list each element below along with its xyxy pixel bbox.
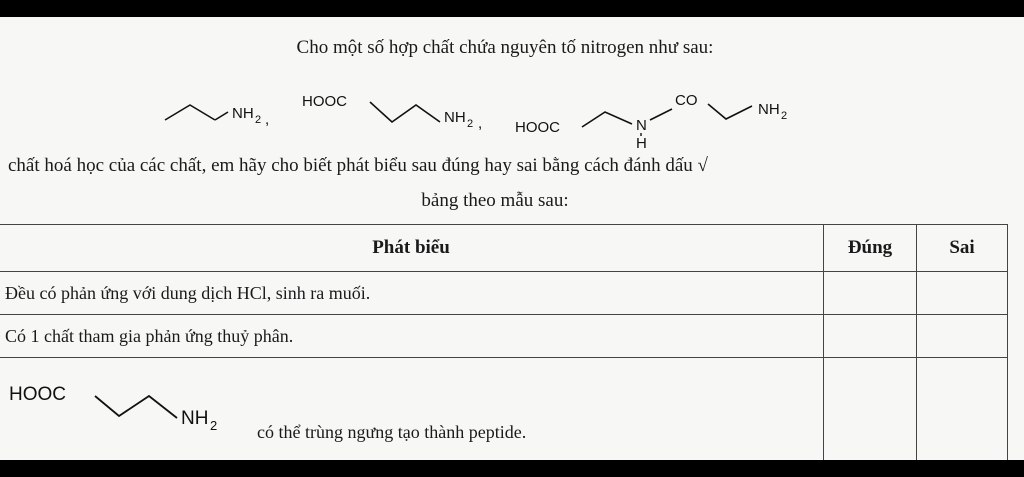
statement-cell: Đều có phản ứng với dung dịch HCl, sinh ra muối. <box>0 272 824 315</box>
s3-h: H <box>636 135 647 152</box>
table-row <box>0 315 1008 358</box>
statement-cell: Có 1 chất tham gia phản ứng thuỷ phân. <box>0 315 824 358</box>
svg-text:NH: NH <box>181 408 209 429</box>
s3-hooc: HOOC <box>515 119 560 136</box>
svg-text:2: 2 <box>255 114 262 126</box>
false-cell[interactable] <box>917 358 1008 461</box>
s2-chain <box>370 102 440 122</box>
ethyl-chain <box>165 105 215 120</box>
s3-co: CO <box>675 92 698 109</box>
chemical-structures <box>160 72 840 152</box>
header-true: Đúng <box>824 225 917 272</box>
statement-text: có thể trùng ngưng tạo thành peptide. <box>257 422 527 442</box>
svg-text:,: , <box>478 115 483 132</box>
true-cell[interactable] <box>824 315 917 358</box>
table-header-row <box>0 225 1008 272</box>
s3-chain-left <box>582 112 632 127</box>
s2-hooc: HOOC <box>302 93 347 110</box>
beta-alanine-structure <box>9 380 249 450</box>
svg-text:HOOC: HOOC <box>9 384 66 405</box>
true-false-table <box>0 224 1008 460</box>
svg-text:2: 2 <box>210 418 218 433</box>
statement-cell <box>0 358 824 461</box>
s3-chain-right <box>708 104 752 119</box>
true-cell[interactable] <box>824 358 917 461</box>
document-page <box>0 17 1024 460</box>
false-cell[interactable] <box>917 315 1008 358</box>
instruction-line-cont: bảng theo mẫu sau: <box>421 190 569 211</box>
table-row <box>0 358 1008 461</box>
s2-nh2: NH <box>444 109 466 126</box>
intro-text: Cho một số hợp chất chứa nguyên tố nitrogen như sau: <box>296 37 714 58</box>
s3-n: N <box>636 117 647 134</box>
svg-text:,: , <box>265 111 270 128</box>
svg-text:2: 2 <box>467 118 474 130</box>
instruction-line: chất hoá học của các chất, em hãy cho biết phát biểu sau đúng hay sai bằng cách đánh dấu √ <box>8 155 708 176</box>
structures-drawing <box>160 72 840 152</box>
s3-nh2: NH <box>758 101 780 118</box>
table-row <box>0 272 1008 315</box>
true-cell[interactable] <box>824 272 917 315</box>
svg-text:2: 2 <box>781 110 788 122</box>
false-cell[interactable] <box>917 272 1008 315</box>
header-statement: Phát biểu <box>0 225 824 272</box>
header-false: Sai <box>917 225 1008 272</box>
s1-nh2: NH <box>232 105 254 122</box>
